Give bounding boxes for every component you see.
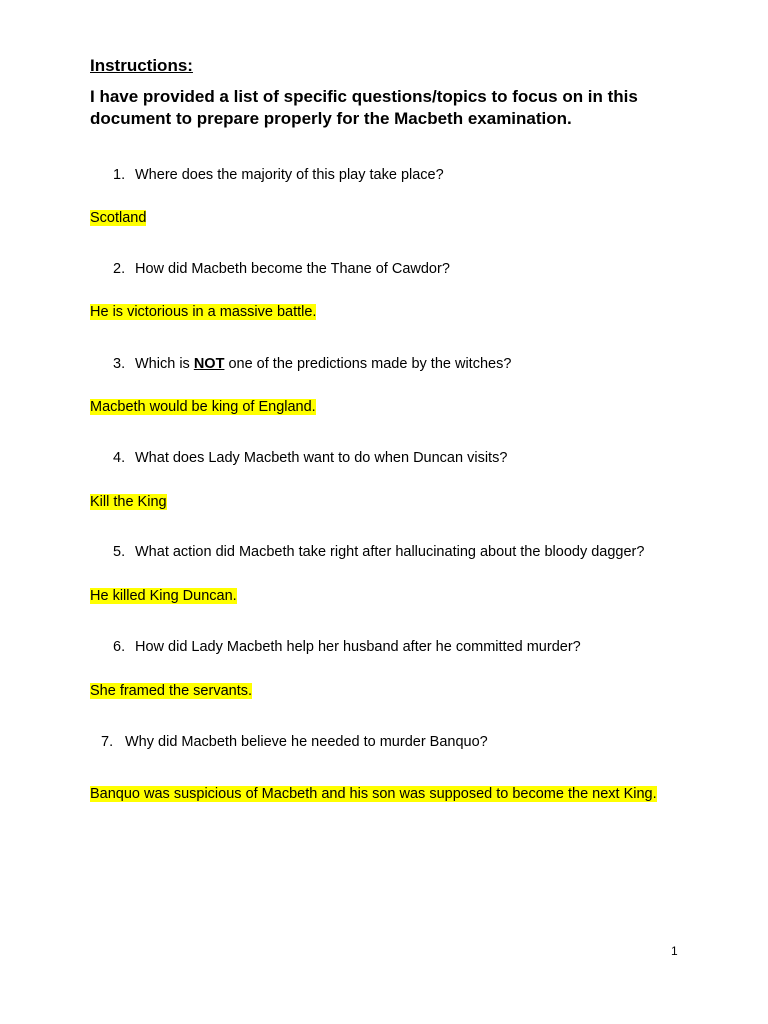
question-number: 4. <box>113 450 126 466</box>
question-text-before: Which is <box>135 356 194 372</box>
answer-highlight: He killed King Duncan. <box>90 588 237 604</box>
question-text: How did Macbeth become the Thane of Cawdor? <box>135 261 450 277</box>
answer-highlight: Kill the King <box>90 494 167 510</box>
answer-highlight: Banquo was suspicious of Macbeth and his son was supposed to become the next King. <box>90 786 657 802</box>
question-text: What does Lady Macbeth want to do when Duncan visits? <box>135 450 508 466</box>
question-1 <box>113 166 444 184</box>
answer-7 <box>90 785 670 803</box>
question-number: 3. <box>113 356 126 372</box>
answer-highlight: He is victorious in a massive battle. <box>90 304 317 320</box>
answer-2 <box>90 303 670 321</box>
question-3 <box>113 355 511 373</box>
question-number: 5. <box>113 544 126 560</box>
answer-highlight: Scotland <box>90 210 147 226</box>
question-text: How did Lady Macbeth help her husband after he committed murder? <box>135 639 581 655</box>
question-text-after: one of the predictions made by the witches? <box>224 356 512 372</box>
answer-highlight: She framed the servants. <box>90 683 252 699</box>
answer-highlight: Macbeth would be king of England. <box>90 399 316 415</box>
question-6 <box>113 638 581 656</box>
question-text: Why did Macbeth believe he needed to murder Banquo? <box>125 734 488 750</box>
question-number: 7. <box>101 734 114 750</box>
question-number: 1. <box>113 167 126 183</box>
answer-3 <box>90 398 670 416</box>
instructions-heading: Instructions: <box>90 56 193 75</box>
answer-5 <box>90 587 670 605</box>
question-number: 2. <box>113 261 126 277</box>
question-number: 6. <box>113 639 126 655</box>
answer-4 <box>90 493 670 511</box>
question-emphasis: NOT <box>193 356 225 372</box>
page-number: 1 <box>671 944 678 958</box>
answer-6 <box>90 682 670 700</box>
question-7 <box>101 733 488 751</box>
question-5 <box>113 543 644 561</box>
question-4 <box>113 449 507 467</box>
intro-paragraph: I have provided a list of specific questions/topics to focus on in this document to prepare properly for the Macbeth examination. <box>90 87 638 128</box>
question-2 <box>113 260 450 278</box>
question-text: Where does the majority of this play take place? <box>135 167 444 183</box>
question-text: What action did Macbeth take right after hallucinating about the bloody dagger? <box>135 544 645 560</box>
answer-1 <box>90 209 670 227</box>
